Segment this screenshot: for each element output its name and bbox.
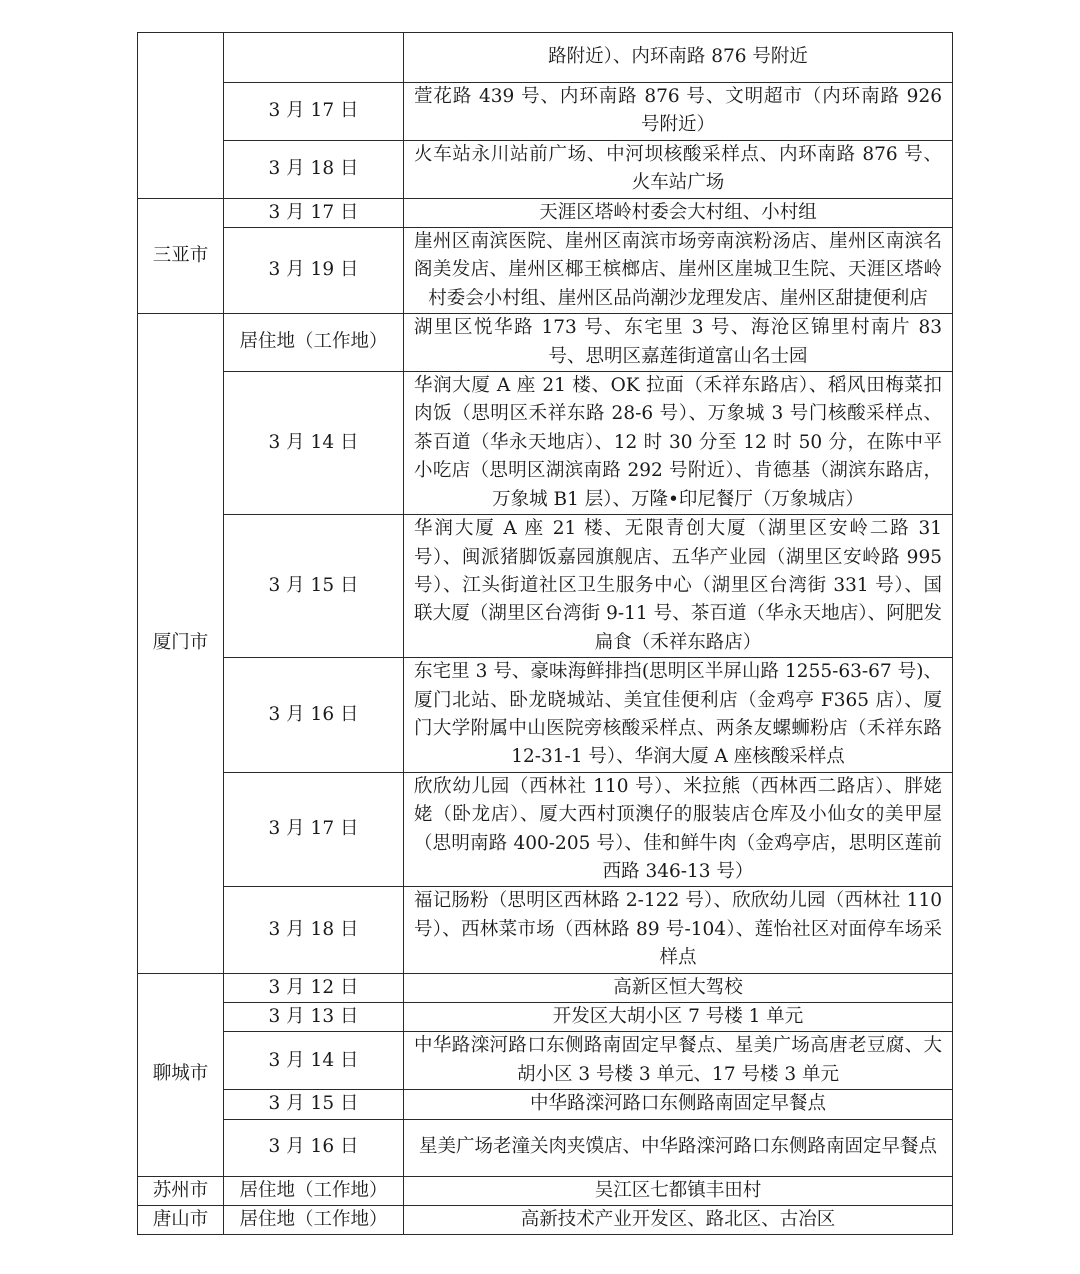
table-row [138, 1032, 953, 1090]
table-row [138, 198, 953, 227]
city-cell [138, 33, 224, 199]
location-cell: 崖州区南滨医院、崖州区南滨市场旁南滨粉汤店、崖州区南滨名阁美发店、崖州区椰王槟榔店、崖州区崖城卫生院、天涯区塔岭村委会小村组、崖州区品尚潮沙龙理发店、崖州区甜捷便利店 [404, 228, 953, 314]
location-cell: 路附近）、内环南路 876 号附近 [404, 33, 953, 83]
location-cell: 开发区大胡小区 7 号楼 1 单元 [404, 1003, 953, 1032]
table-row [138, 83, 953, 141]
date-cell: 3 月 14 日 [224, 372, 404, 515]
city-cell: 厦门市 [138, 314, 224, 973]
city-cell: 唐山市 [138, 1206, 224, 1235]
location-cell: 福记肠粉（思明区西林路 2-122 号）、欣欣幼儿园（西林社 110 号）、西林菜市场（西林路 89 号-104）、莲怡社区对面停车场采样点 [404, 887, 953, 973]
location-cell: 高新技术产业开发区、路北区、古冶区 [404, 1206, 953, 1235]
date-cell: 3 月 16 日 [224, 658, 404, 773]
table-row [138, 1003, 953, 1032]
date-cell: 3 月 18 日 [224, 140, 404, 198]
date-cell: 3 月 12 日 [224, 973, 404, 1002]
location-cell: 火车站永川站前广场、中河坝核酸采样点、内环南路 876 号、火车站广场 [404, 140, 953, 198]
date-cell: 居住地（工作地） [224, 1176, 404, 1205]
location-cell: 华润大厦 A 座 21 楼、OK 拉面（禾祥东路店）、稻风田梅菜扣肉饭（思明区禾祥东路 28-6 号）、万象城 3 号门核酸采样点、茶百道（华永天地店）、12 时 30 分至 12 时 50 分，在陈中平小吃店（思明区湖滨南路 292 号附近）、肯德基（湖滨东路店，万象城 B1 层）、万隆•印尼餐厅（万象城店） [404, 372, 953, 515]
table-row [138, 140, 953, 198]
location-cell: 华润大厦 A 座 21 楼、无限青创大厦（湖里区安岭二路 31 号）、闽派猪脚饭嘉园旗舰店、五华产业园（湖里区安岭路 995 号）、江头街道社区卫生服务中心（湖里区台湾街 331 号）、国联大厦（湖里区台湾街 9-11 号、茶百道（华永天地店）、阿肥发扁食（禾祥东路店） [404, 515, 953, 658]
table-row [138, 1090, 953, 1119]
date-cell [224, 33, 404, 83]
table-row [138, 515, 953, 658]
date-cell: 3 月 14 日 [224, 1032, 404, 1090]
city-cell: 苏州市 [138, 1176, 224, 1205]
table-row [138, 372, 953, 515]
location-cell: 中华路滦河路口东侧路南固定早餐点、星美广场高唐老豆腐、大胡小区 3 号楼 3 单元、17 号楼 3 单元 [404, 1032, 953, 1090]
location-cell: 中华路滦河路口东侧路南固定早餐点 [404, 1090, 953, 1119]
table-row [138, 1176, 953, 1205]
location-cell: 萱花路 439 号、内环南路 876 号、文明超市（内环南路 926 号附近） [404, 83, 953, 141]
date-cell: 3 月 18 日 [224, 887, 404, 973]
date-cell: 3 月 17 日 [224, 198, 404, 227]
table-row [138, 772, 953, 887]
date-cell: 居住地（工作地） [224, 314, 404, 372]
date-cell: 3 月 15 日 [224, 515, 404, 658]
location-cell: 欣欣幼儿园（西林社 110 号）、米拉熊（西林西二路店）、胖姥姥（卧龙店）、厦大西村顶澳仔的服装店仓库及小仙女的美甲屋（思明南路 400-205 号）、佳和鲜牛肉（金鸡亭店，思明区莲前西路 346-13 号） [404, 772, 953, 887]
table-row [138, 33, 953, 83]
table-row [138, 1206, 953, 1235]
date-cell: 3 月 19 日 [224, 228, 404, 314]
table-row [138, 228, 953, 314]
city-cell: 聊城市 [138, 973, 224, 1176]
date-cell: 3 月 17 日 [224, 83, 404, 141]
table-row [138, 314, 953, 372]
location-cell: 星美广场老潼关肉夹馍店、中华路滦河路口东侧路南固定早餐点 [404, 1119, 953, 1176]
city-cell: 三亚市 [138, 198, 224, 314]
location-cell: 东宅里 3 号、豪味海鲜排挡(思明区半屏山路 1255-63-67 号)、厦门北站、卧龙晓城站、美宜佳便利店（金鸡亭 F365 店）、厦门大学附属中山医院旁核酸采样点、两条友螺蛳粉店（禾祥东路 12-31-1 号）、华润大厦 A 座核酸采样点 [404, 658, 953, 773]
date-cell: 居住地（工作地） [224, 1206, 404, 1235]
location-cell: 高新区恒大驾校 [404, 973, 953, 1002]
table-row [138, 1119, 953, 1176]
date-cell: 3 月 17 日 [224, 772, 404, 887]
location-cell: 吴江区七都镇丰田村 [404, 1176, 953, 1205]
location-cell: 天涯区塔岭村委会大村组、小村组 [404, 198, 953, 227]
table-row [138, 887, 953, 973]
date-cell: 3 月 13 日 [224, 1003, 404, 1032]
table-row [138, 973, 953, 1002]
table-row [138, 658, 953, 773]
locations-table [137, 32, 953, 1235]
table-body [138, 33, 953, 1235]
date-cell: 3 月 16 日 [224, 1119, 404, 1176]
date-cell: 3 月 15 日 [224, 1090, 404, 1119]
location-cell: 湖里区悦华路 173 号、东宅里 3 号、海沧区锦里村南片 83 号、思明区嘉莲街道富山名士园 [404, 314, 953, 372]
